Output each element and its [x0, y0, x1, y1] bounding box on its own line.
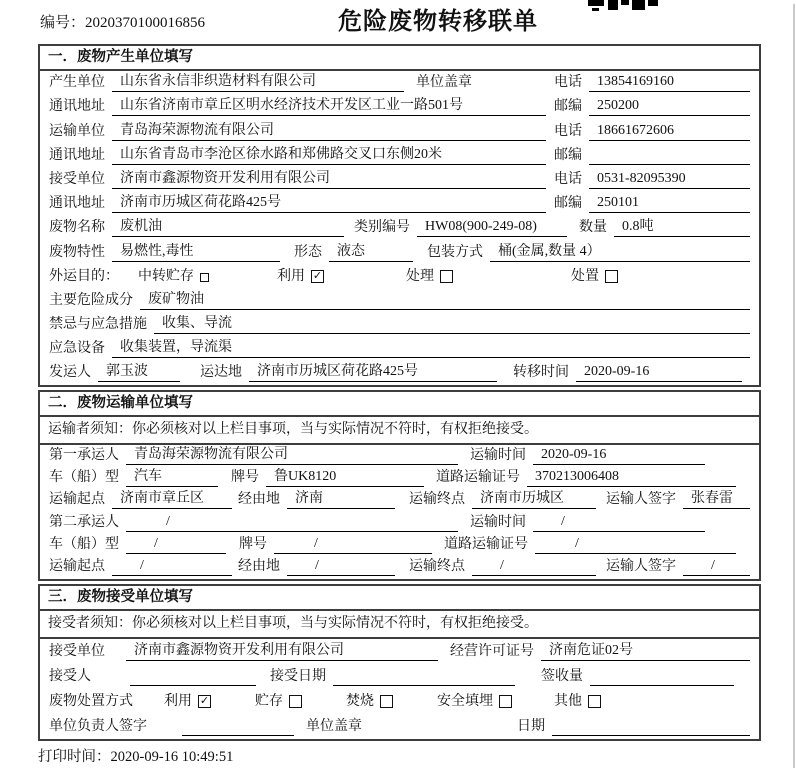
field-group	[49, 122, 546, 141]
postcode-value: 250101	[589, 194, 750, 213]
qr-block	[592, 8, 599, 11]
transport-unit-value: 青岛海荣源物流有限公司	[112, 122, 546, 141]
business-license-no-value: 济南危证02号	[541, 642, 750, 661]
checkbox-treat-label: 处理	[406, 268, 434, 284]
road-transport-permit-label: 道路运输证号	[444, 536, 528, 552]
checkbox-dispose	[605, 270, 618, 283]
packaging-value: 桶(金属,数量 4）	[490, 243, 750, 262]
page-title: 危险废物转移联单	[338, 8, 538, 35]
checkbox-utilize: ✓	[312, 268, 323, 282]
plate-number-label: 牌号	[239, 536, 267, 552]
form-row	[40, 337, 759, 361]
field-group	[49, 194, 546, 213]
mailing-address-value: 山东省济南市章丘区明水经济技术开发区工业一路501号	[112, 97, 546, 116]
form-row	[40, 557, 759, 579]
road-transport-permit-value: /	[535, 535, 736, 554]
field-group	[49, 146, 546, 165]
form-row	[40, 714, 759, 739]
received-quantity-label: 签收量	[541, 669, 583, 685]
form-row	[40, 95, 759, 119]
form-row	[40, 639, 759, 664]
waste-generator-section	[38, 44, 761, 387]
phone-value: 18661672606	[589, 122, 750, 141]
packaging-label: 包装方式	[427, 244, 483, 260]
form-row	[40, 689, 759, 714]
form-row	[40, 468, 759, 490]
transport-origin-label: 运输起点	[49, 559, 105, 575]
form-row	[40, 265, 759, 289]
checkbox-incinerate-label: 焚烧	[346, 694, 374, 710]
transport-origin-value: /	[112, 557, 232, 576]
via-place-value: /	[287, 557, 395, 576]
phone-label: 电话	[554, 75, 582, 91]
category-code-value: HW08(900-249-08)	[417, 218, 567, 237]
qr-block	[648, 0, 658, 6]
postcode-label: 邮编	[554, 99, 582, 115]
checkbox-incinerate	[380, 695, 393, 708]
transport-date-value: 2020-09-16	[533, 446, 705, 465]
receiver-unit-label: 接受单位	[49, 644, 105, 660]
form-row	[40, 119, 759, 143]
business-license-no-label: 经营许可证号	[450, 644, 534, 660]
checkbox-utilize-label: 利用	[277, 268, 305, 284]
emergency-equipment-label: 应急设备	[49, 341, 105, 357]
checkbox-store-label: 贮存	[255, 694, 283, 710]
field-group	[49, 73, 546, 92]
date-label: 日期	[517, 719, 545, 735]
destination-value: 济南市历城区荷花路425号	[249, 363, 497, 382]
transporter-signature-value: /	[683, 557, 750, 576]
quantity-value: 0.8吨	[614, 218, 750, 237]
responsible-signature-label: 单位负责人签字	[49, 719, 147, 735]
destination-label: 运达地	[200, 365, 242, 381]
transfer-date-value: 2020-09-16	[576, 363, 742, 382]
waste-property-label: 废物特性	[49, 244, 105, 260]
checkbox-transfer-storage-label: 中转贮存	[138, 268, 194, 284]
phone-value: 13854169160	[589, 73, 750, 92]
transport-origin-label: 运输起点	[49, 492, 105, 508]
plate-number-label: 牌号	[231, 470, 259, 486]
form-row	[40, 535, 759, 557]
receive-date-value	[333, 667, 515, 686]
transporter-signature-label: 运输人签字	[606, 492, 676, 508]
qr-code-fragment	[588, 0, 658, 11]
main-hazard-component-label: 主要危险成分	[49, 292, 133, 308]
mailing-address-value: 山东省青岛市李沧区徐水路和郑佛路交叉口东侧20米	[112, 146, 546, 165]
form-state-value: 液态	[329, 243, 413, 262]
transport-unit-label: 运输单位	[49, 123, 105, 139]
form-row	[40, 192, 759, 216]
qr-block	[588, 0, 604, 6]
receiver-notice: 接受者须知：你必须核对以上栏目事项，当与实际情况不符时，有权拒绝接受。	[40, 611, 759, 639]
vehicle-type-label: 车（船）型	[49, 536, 119, 552]
checkbox-dispose-label: 处置	[571, 268, 599, 284]
qr-block	[608, 0, 618, 10]
receiver-person-label: 接受人	[49, 669, 91, 685]
form-row	[40, 289, 759, 313]
postcode-label: 邮编	[554, 196, 582, 212]
waste-transporter-section	[38, 390, 761, 581]
print-time-value: 2020-09-16 10:49:51	[110, 749, 234, 766]
checkbox-transfer-storage	[200, 273, 209, 282]
via-place-value: 济南	[287, 490, 395, 509]
waste-property-value: 易燃性,毒性	[112, 243, 280, 262]
form-row	[40, 445, 759, 467]
waste-receiver-section	[38, 584, 761, 741]
document-header	[0, 0, 796, 44]
via-place-label: 经由地	[238, 559, 280, 575]
print-time-label: 打印时间：	[38, 749, 111, 766]
taboo-emergency-measures-label: 禁忌与应急措施	[49, 317, 147, 333]
transfer-purpose-label: 外运目的：	[49, 268, 119, 284]
via-place-label: 经由地	[238, 492, 280, 508]
form-row	[40, 71, 759, 95]
second-carrier-label: 第二承运人	[49, 514, 119, 530]
consignor-value: 郭玉波	[98, 363, 180, 382]
checkbox-landfill-label: 安全填埋	[437, 694, 493, 710]
vehicle-type-value: 汽车	[126, 468, 218, 487]
received-quantity-value	[590, 667, 734, 686]
plate-number-value: 鲁UK8120	[266, 468, 424, 487]
form-row	[40, 490, 759, 512]
waste-name-label: 废物名称	[49, 220, 105, 236]
receiver-unit-value: 济南市鑫源物资开发利用有限公司	[126, 642, 438, 661]
mailing-address-label: 通讯地址	[49, 99, 105, 115]
section-title: 一．废物产生单位填写	[40, 46, 759, 71]
category-code-label: 类别编号	[354, 220, 410, 236]
checkbox-other	[588, 695, 601, 708]
form-row	[40, 240, 759, 264]
postcode-value	[589, 146, 750, 165]
form-state-label: 形态	[294, 244, 322, 260]
unit-seal-label: 单位盖章	[416, 75, 472, 91]
taboo-emergency-measures-value: 收集、导流	[154, 315, 750, 334]
consignor-label: 发运人	[49, 365, 91, 381]
transport-destination-label: 运输终点	[409, 559, 465, 575]
section-title: 二．废物运输单位填写	[40, 392, 759, 417]
generator-unit-label: 产生单位	[49, 75, 105, 91]
field-group	[49, 97, 546, 116]
qr-block	[632, 0, 645, 10]
disposal-method-label: 废物处置方式	[49, 694, 133, 710]
plate-number-value: /	[274, 535, 432, 554]
form-row	[40, 512, 759, 534]
road-transport-permit-label: 道路运输证号	[436, 470, 520, 486]
second-carrier-value: /	[126, 513, 458, 532]
form-row	[40, 168, 759, 192]
checkbox-utilize: ✓	[199, 694, 210, 708]
transporter-signature-value: 张春雷	[683, 490, 750, 509]
section-title: 三．废物接受单位填写	[40, 586, 759, 611]
receiver-person-value	[130, 667, 256, 686]
transport-date-value: /	[533, 513, 705, 532]
transport-destination-label: 运输终点	[409, 492, 465, 508]
window-edge-line	[793, 4, 795, 768]
form-row	[40, 664, 759, 689]
receive-date-label: 接受日期	[270, 669, 326, 685]
emergency-equipment-value: 收集装置，导流渠	[112, 339, 750, 358]
transport-date-label: 运输时间	[470, 447, 526, 463]
phone-label: 电话	[554, 171, 582, 187]
transport-date-label: 运输时间	[470, 514, 526, 530]
mailing-address-label: 通讯地址	[49, 147, 105, 163]
checkbox-treat	[440, 270, 453, 283]
date-value	[552, 717, 750, 736]
checkbox-utilize-label: 利用	[164, 694, 192, 710]
print-time-line	[38, 745, 796, 766]
mailing-address-value: 济南市历城区荷花路425号	[112, 194, 546, 213]
serial-number-line	[40, 11, 205, 32]
field-group	[49, 170, 546, 189]
form-row	[40, 361, 759, 385]
form-row	[40, 216, 759, 240]
main-hazard-component-value: 废矿物油	[140, 291, 750, 310]
first-carrier-label: 第一承运人	[49, 447, 119, 463]
postcode-value: 250200	[589, 97, 750, 116]
waste-name-value: 废机油	[112, 218, 344, 237]
first-carrier-value: 青岛海荣源物流有限公司	[126, 446, 458, 465]
quantity-label: 数量	[579, 220, 607, 236]
form-row	[40, 313, 759, 337]
receiver-unit-label: 接受单位	[49, 171, 105, 187]
unit-seal-label: 单位盖章	[306, 719, 362, 735]
vehicle-type-value: /	[126, 535, 226, 554]
transport-destination-value: /	[472, 557, 596, 576]
road-transport-permit-value: 370213006408	[527, 468, 736, 487]
phone-value: 0531-82095390	[589, 170, 750, 189]
responsible-signature-value	[182, 717, 294, 736]
transporter-signature-label: 运输人签字	[606, 559, 676, 575]
postcode-label: 邮编	[554, 147, 582, 163]
transport-origin-value: 济南市章丘区	[112, 490, 232, 509]
serial-number: 2020370100016856	[85, 15, 206, 31]
checkbox-landfill	[499, 695, 512, 708]
qr-block	[621, 0, 629, 5]
generator-unit-value: 山东省永信非织造材料有限公司	[112, 73, 404, 92]
phone-label: 电话	[554, 123, 582, 139]
checkbox-store	[289, 695, 302, 708]
transporter-notice: 运输者须知：你必须核对以上栏目事项，当与实际情况不符时，有权拒绝接受。	[40, 417, 759, 445]
serial-label: 编号：	[40, 15, 86, 31]
form-row	[40, 144, 759, 168]
receiver-unit-value: 济南市鑫源物资开发利用有限公司	[112, 170, 546, 189]
mailing-address-label: 通讯地址	[49, 196, 105, 212]
vehicle-type-label: 车（船）型	[49, 470, 119, 486]
checkbox-other-label: 其他	[554, 694, 582, 710]
transport-destination-value: 济南市历城区	[472, 490, 596, 509]
transfer-date-label: 转移时间	[513, 365, 569, 381]
